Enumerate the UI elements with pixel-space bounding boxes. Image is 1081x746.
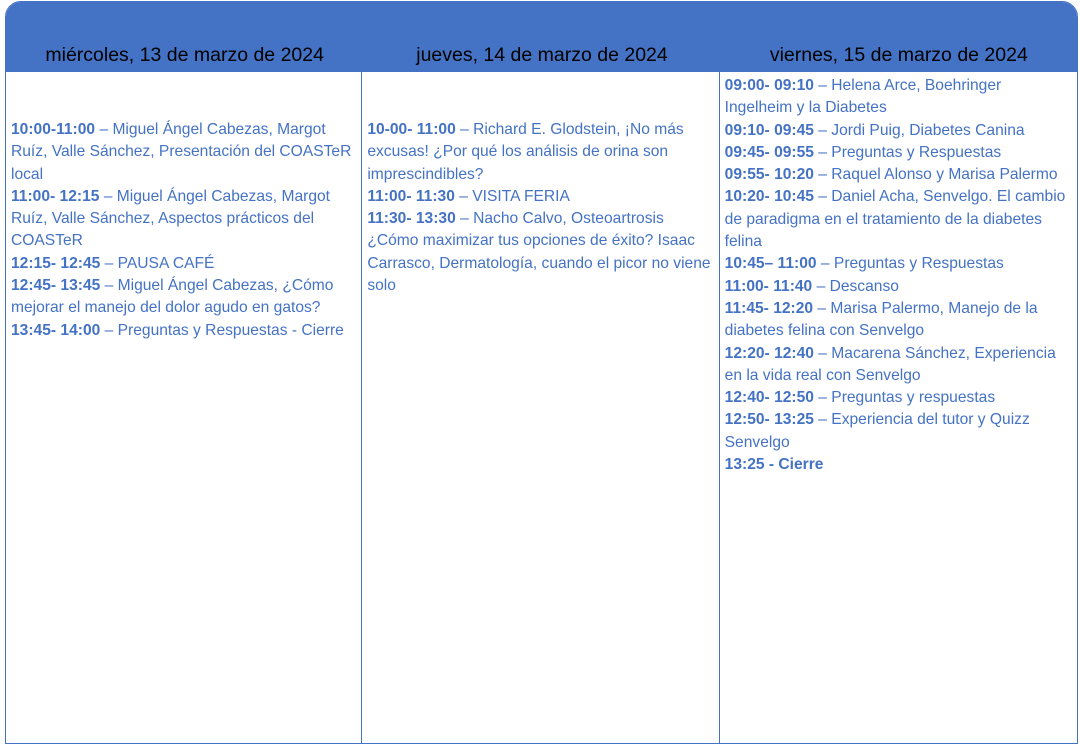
schedule-entry (11, 186, 356, 253)
entry-time: 11:30- 13:30 (367, 210, 456, 228)
entry-time: 11:00- 12:15 (11, 187, 100, 205)
entry-description: – Macarena Sánchez, Experiencia en la vida real con Senvelgo (724, 344, 1056, 384)
schedule-entry (367, 208, 713, 297)
entry-time: 12:50- 13:25 (724, 411, 814, 429)
entry-time: 11:00- 11:30 (367, 187, 455, 205)
entry-description: – Preguntas y Respuestas (813, 143, 1002, 161)
schedule-entry (367, 119, 713, 186)
entry-time: 11:45- 12:20 (724, 299, 814, 317)
schedule-table (5, 1, 1078, 744)
day-header-wednesday: miércoles, 13 de marzo de 2024 (45, 44, 324, 66)
schedule-entry (725, 387, 1072, 409)
schedule-entry (725, 186, 1072, 253)
day-column-friday (720, 71, 1077, 743)
entry-description: – Daniel Acha, Senvelgo. El cambio de paradigma en el tratamiento de la diabetes felina (724, 188, 1066, 251)
entry-description: – Richard E. Glodstein, ¡No más excusas! ¿Por qué los análisis de orina son imprescindibles? (367, 121, 684, 183)
entry-description: – Marisa Palermo, Manejo de la diabetes felina con Senvelgo (724, 299, 1038, 340)
schedule-entry (725, 454, 1072, 476)
schedule-entry (725, 75, 1072, 120)
entry-time: 09:55- 10:20 (724, 166, 814, 184)
entry-description: – Miguel Ángel Cabezas, Margot Ruíz, Valle Sánchez, Presentación del COASTeR local (11, 121, 352, 183)
schedule-entry (725, 120, 1072, 142)
entry-time: 12:40- 12:50 (724, 389, 814, 407)
schedule-entry (725, 409, 1072, 454)
entry-time: 12:45- 13:45 (11, 277, 101, 295)
entry-description: – Raquel Alonso y Marisa Palermo (813, 166, 1058, 184)
entry-description: – Nacho Calvo, Osteoartrosis ¿Cómo maximizar tus opciones de éxito? Isaac Carrasco, Dermatología, cuando el picor no viene solo (367, 210, 711, 295)
schedule-entry (11, 253, 356, 275)
schedule-entry (725, 253, 1072, 275)
entry-time: 09:00- 09:10 (724, 77, 814, 94)
entry-description: – Experiencia del tutor y Quizz Senvelgo (724, 411, 1030, 451)
day-header-thursday: jueves, 14 de marzo de 2024 (416, 44, 668, 66)
entry-time: 11:00- 11:40 (724, 277, 813, 295)
day-column-thursday (362, 71, 719, 743)
entry-time: 10:20- 10:45 (724, 188, 814, 206)
schedule-entry (725, 164, 1072, 186)
entry-description: – Preguntas y Respuestas - Cierre (100, 321, 344, 339)
entry-description: – Preguntas y Respuestas (816, 255, 1004, 273)
schedule-entry (725, 298, 1072, 343)
entry-time: 09:45- 09:55 (724, 143, 814, 161)
schedule-entry (725, 343, 1072, 388)
entry-time: 10:45– 11:00 (724, 255, 817, 273)
schedule-entry (11, 119, 356, 186)
entry-description: – Preguntas y respuestas (813, 389, 996, 407)
day-header-friday: viernes, 15 de marzo de 2024 (769, 44, 1028, 66)
schedule-entry (725, 276, 1072, 298)
entry-time: 12:20- 12:40 (724, 344, 814, 362)
entry-description: – PAUSA CAFÉ (100, 254, 215, 272)
day-column-wednesday (6, 71, 362, 743)
entry-time: 13:25 - Cierre (724, 456, 824, 474)
entry-description: – Helena Arce, Boehringer Ingelheim y la Diabetes (724, 77, 1002, 117)
entry-time: 10-00- 11:00 (367, 121, 456, 138)
entry-time: 13:45- 14:00 (11, 321, 101, 339)
schedule-body-row (6, 71, 1077, 743)
schedule-entry (367, 186, 713, 208)
entry-time: 12:15- 12:45 (11, 254, 101, 272)
entry-description: – Miguel Ángel Cabezas, Margot Ruíz, Valle Sánchez, Aspectos prácticos del COASTeR (11, 187, 331, 250)
entry-time: 10:00-11:00 (11, 121, 96, 138)
schedule-entry (725, 142, 1072, 164)
entry-description: – VISITA FERIA (454, 187, 570, 205)
schedule-entry (11, 320, 356, 342)
entry-description: – Miguel Ángel Cabezas, ¿Cómo mejorar el manejo del dolor agudo en gatos? (11, 277, 334, 317)
entry-description: – Descanso (812, 277, 899, 295)
schedule-entry (11, 275, 356, 320)
schedule-header-row (6, 2, 1077, 71)
entry-description: – Jordi Puig, Diabetes Canina (813, 121, 1025, 139)
entry-time: 09:10- 09:45 (724, 121, 814, 139)
